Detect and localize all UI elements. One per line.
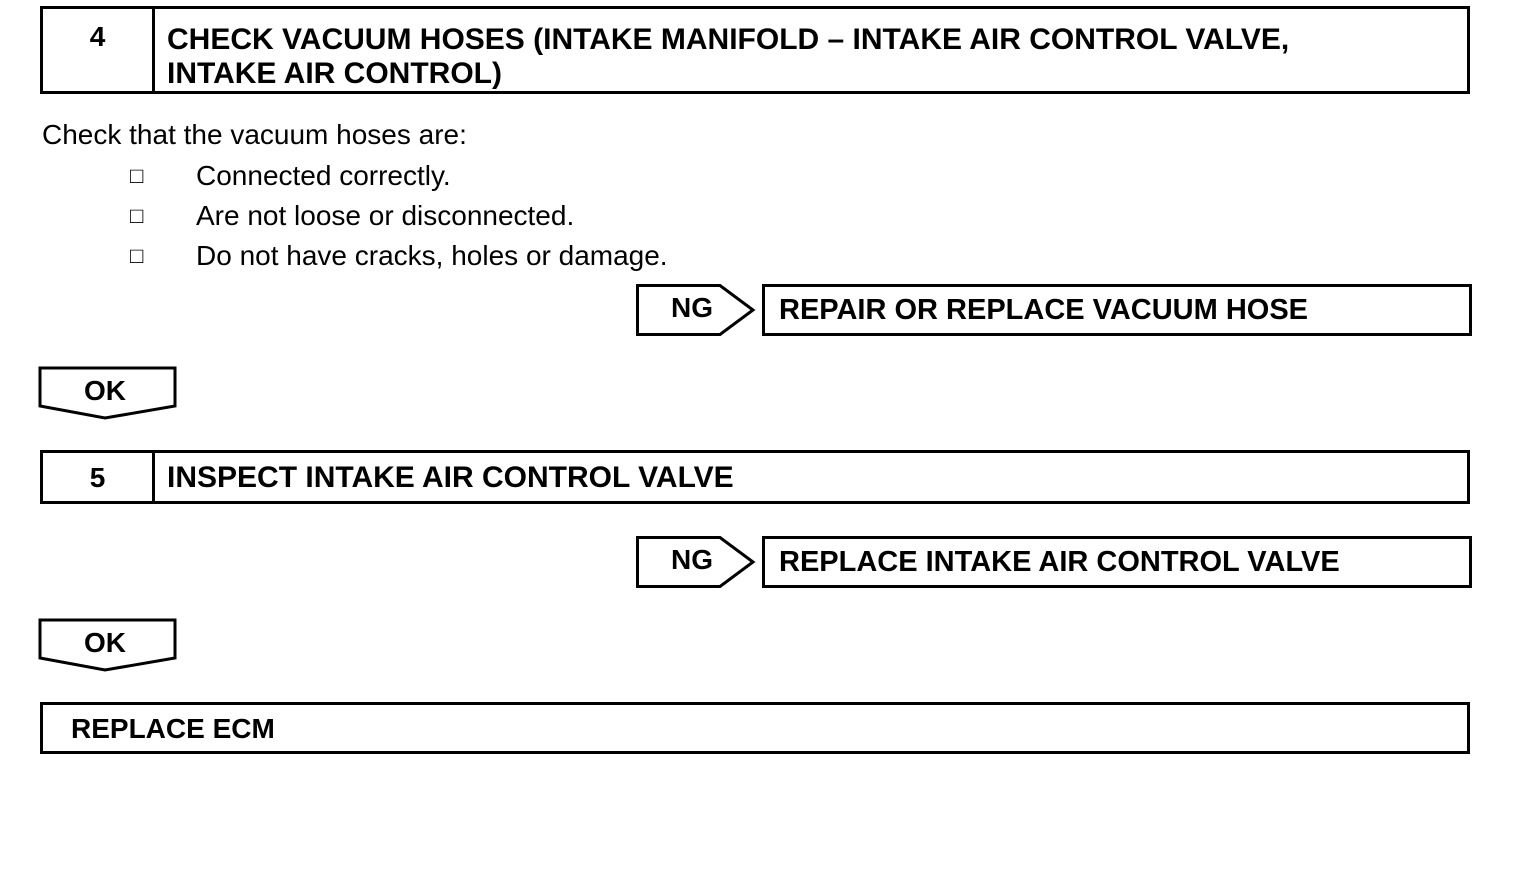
checklist-item-text: Connected correctly. [196,160,451,191]
step-4-ng-action: REPAIR OR REPLACE VACUUM HOSE [762,284,1472,336]
step-5-title: INSPECT INTAKE AIR CONTROL VALVE [167,461,734,494]
step-4-title-line-2: INTAKE AIR CONTROL) [167,57,502,90]
checkbox-icon: □ [130,243,144,268]
step-5-ok-label: OK [84,627,126,658]
final-action-box: REPLACE ECM [40,702,1470,754]
checklist-item-text: Do not have cracks, holes or damage. [196,240,668,271]
checklist-item-3 [130,240,668,272]
step-4-title [155,9,1467,91]
checklist-item-1 [130,160,451,192]
step-4-ng-label: NG [671,292,713,323]
step-4-intro: Check that the vacuum hoses are: [42,119,467,150]
step-5-ng-action: REPLACE INTAKE AIR CONTROL VALVE [762,536,1472,588]
checkbox-icon: □ [130,203,144,228]
step-5-header [40,450,1470,504]
checklist-item-2 [130,200,574,232]
step-4-ok-label: OK [84,375,126,406]
step-5-number: 5 [43,453,155,501]
checkbox-icon: □ [130,163,144,188]
step-4-header [40,6,1470,94]
step-4-title-line-1: CHECK VACUUM HOSES (INTAKE MANIFOLD – INTAKE AIR CONTROL VALVE, [167,23,1290,56]
step-5-ng-label: NG [671,544,713,575]
step-4-number: 4 [43,9,155,91]
checklist-item-text: Are not loose or disconnected. [196,200,575,231]
